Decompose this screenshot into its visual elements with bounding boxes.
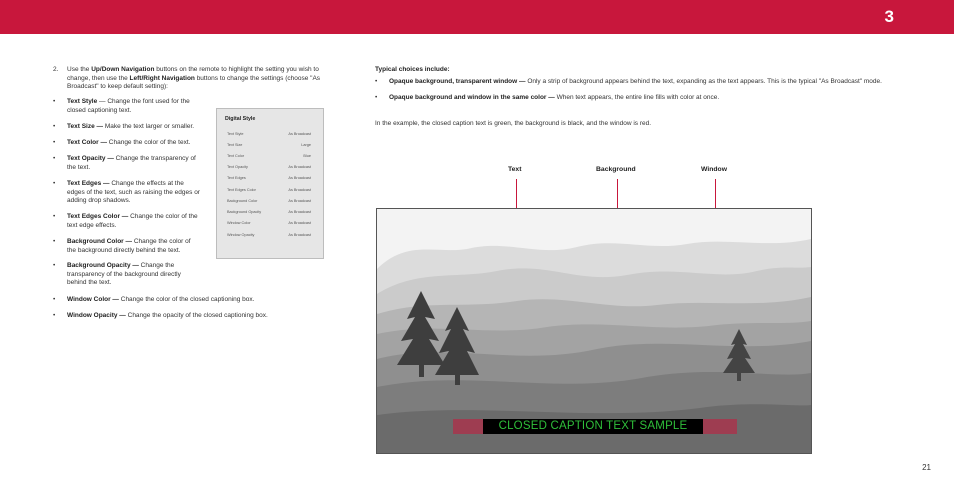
digital-style-menu [216, 108, 324, 259]
chapter-number: 3 [884, 7, 894, 26]
menu-title: Digital Style [225, 116, 256, 122]
header-bar [0, 0, 954, 34]
list-item: • Background Color — Change the color of the background directly behind the text. [53, 238, 191, 254]
menu-row: Text Color Blue [227, 154, 311, 158]
instructions [53, 66, 323, 99]
list-item: • Text Size — Make the text larger or smaller. [53, 123, 195, 130]
menu-row: Background Color As Broadcast [227, 199, 311, 203]
label-background: Background [596, 166, 636, 173]
label-text: Text [508, 166, 522, 173]
list-item: • Text Color — Change the color of the text. [53, 139, 191, 146]
list-item: • Text Opacity — Change the transparency of the text. [53, 155, 196, 171]
section-heading: Typical choices include: [375, 66, 450, 73]
list-item: • Opaque background, transparent window — Only a strip of background appears behind the text, expanding as the text appears. This is the typical "As Broadcast" mode. [375, 77, 882, 85]
page-number: 21 [922, 463, 931, 472]
list-item: • Opaque background and window in the same color — When text appears, the entire line fills with color at once. [375, 94, 720, 102]
list-item: • Text Edges — Change the effects at the edges of the text, such as raising the edges or adding drop shadows. [53, 180, 200, 205]
menu-row: Text Edges As Broadcast [227, 176, 311, 180]
menu-row: Text Style As Broadcast [227, 132, 311, 136]
menu-row: Window Color As Broadcast [227, 221, 311, 225]
list-item: • Background Opacity — Change the transparency of the background directly behind the text. [53, 262, 181, 287]
menu-row: Text Opacity As Broadcast [227, 165, 311, 169]
example-note: In the example, the closed caption text is green, the background is black, and the window is red. [375, 119, 652, 127]
list-item: • Text Style — Change the font used for the closed captioning text. [53, 98, 190, 114]
label-window: Window [701, 166, 727, 173]
menu-row: Text Edges Color As Broadcast [227, 188, 311, 192]
step-number: 2. [53, 66, 59, 73]
landscape-illustration [377, 209, 811, 453]
list-item: • Window Opacity — Change the opacity of the closed captioning box. [53, 312, 268, 319]
typical-choices [375, 66, 915, 128]
list-item: • Window Color — Change the color of the closed captioning box. [53, 296, 255, 303]
caption-example-image [376, 208, 812, 454]
menu-row: Window Opacity As Broadcast [227, 233, 311, 237]
step-2 [53, 66, 323, 92]
menu-row: Background Opacity As Broadcast [227, 210, 311, 214]
list-item: • Text Edges Color — Change the color of the text edge effects. [53, 213, 198, 229]
caption-text: CLOSED CAPTION TEXT SAMPLE [498, 420, 688, 432]
step-text: Use the Up/Down Navigation buttons on the remote to highlight the setting you wish to change, then use the Left/Right Navigation buttons to change the settings (choose "As Broadcast" to keep default setting): [67, 66, 321, 91]
menu-row: Text Size Large [227, 143, 311, 147]
